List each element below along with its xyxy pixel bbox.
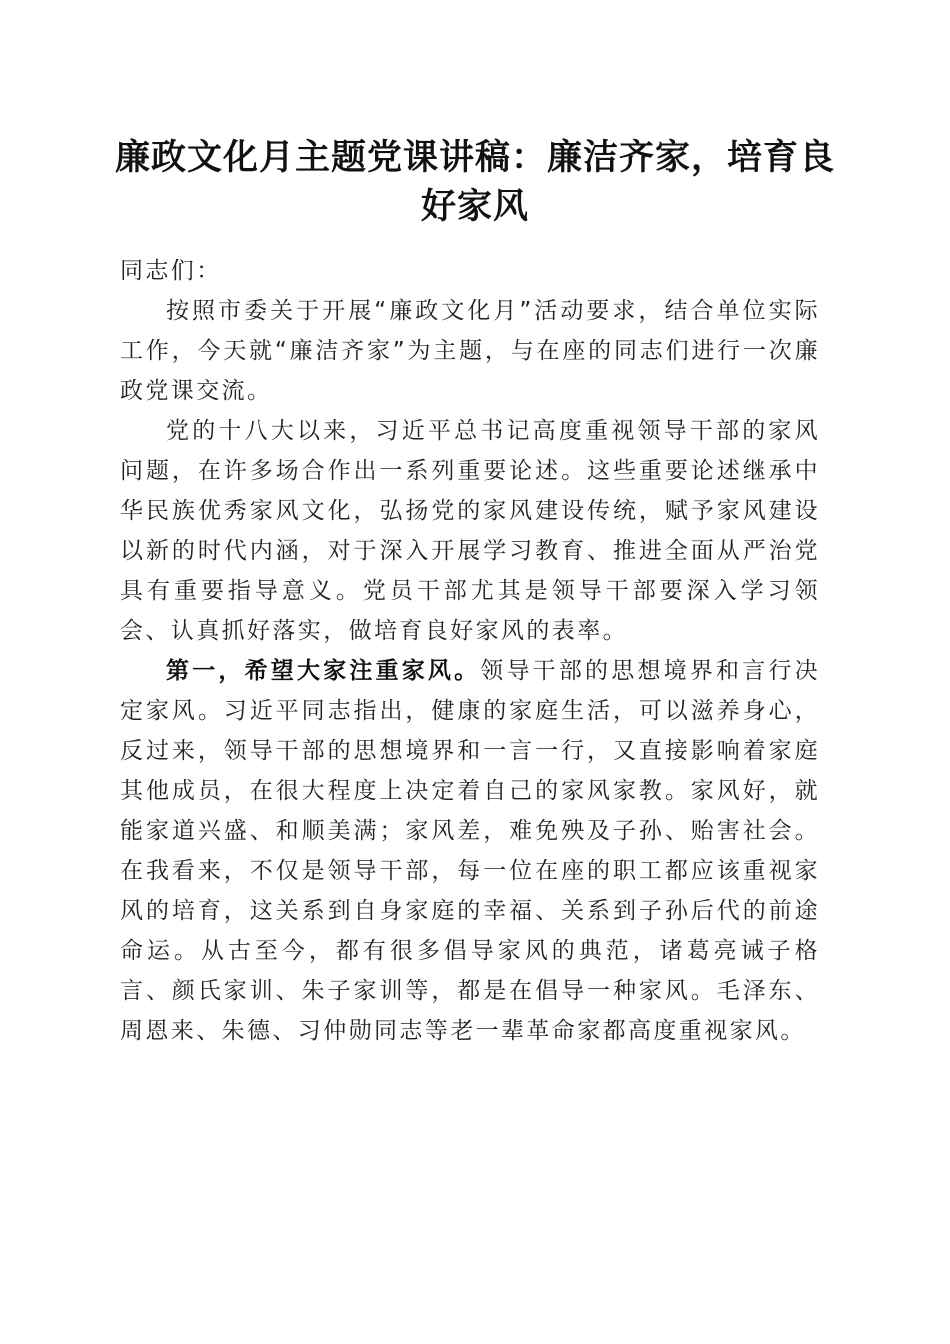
document-body	[120, 251, 820, 1051]
paragraph-1	[120, 291, 820, 411]
paragraph-1-text: 按照市委关于开展“廉政文化月”活动要求，结合单位实际工作，今天就“廉洁齐家”为主题，与在座的同志们进行一次廉政党课交流。	[120, 298, 820, 404]
document-title: 廉政文化月主题党课讲稿：廉洁齐家，培育良好家风	[114, 137, 835, 227]
paragraph-2	[120, 411, 820, 651]
paragraph-3-text: 领导干部的思想境界和言行决定家风。习近平同志指出，健康的家庭生活，可以滋养身心，反过来，领导干部的思想境界和一言一行，又直接影响着家庭其他成员，在很大程度上决定着自己的家风家教。家风好，就能家道兴盛、和顺美满；家风差，难免殃及子孙、贻害社会。在我看来，不仅是领导干部，每一位在座的职工都应该重视家风的培育，这关系到自身家庭的幸福、关系到子孙后代的前途命运。从古至今，都有很多倡导家风的典范，诸葛亮诫子格言、颜氏家训、朱子家训等，都是在倡导一种家风。毛泽东、周恩来、朱德、习仲勋同志等老一辈革命家都高度重视家风。	[120, 658, 820, 1044]
paragraph-3	[120, 651, 820, 1051]
salutation: 同志们：	[120, 258, 222, 284]
paragraph-2-text: 党的十八大以来，习近平总书记高度重视领导干部的家风问题，在许多场合作出一系列重要论述。这些重要论述继承中华民族优秀家风文化，弘扬党的家风建设传统，赋予家风建设以新的时代内涵，对于深入开展学习教育、推进全面从严治党具有重要指导意义。党员干部尤其是领导干部要深入学习领会、认真抓好落实，做培育良好家风的表率。	[120, 418, 820, 644]
paragraph-3-lead: 第一，希望大家注重家风。	[166, 657, 481, 684]
